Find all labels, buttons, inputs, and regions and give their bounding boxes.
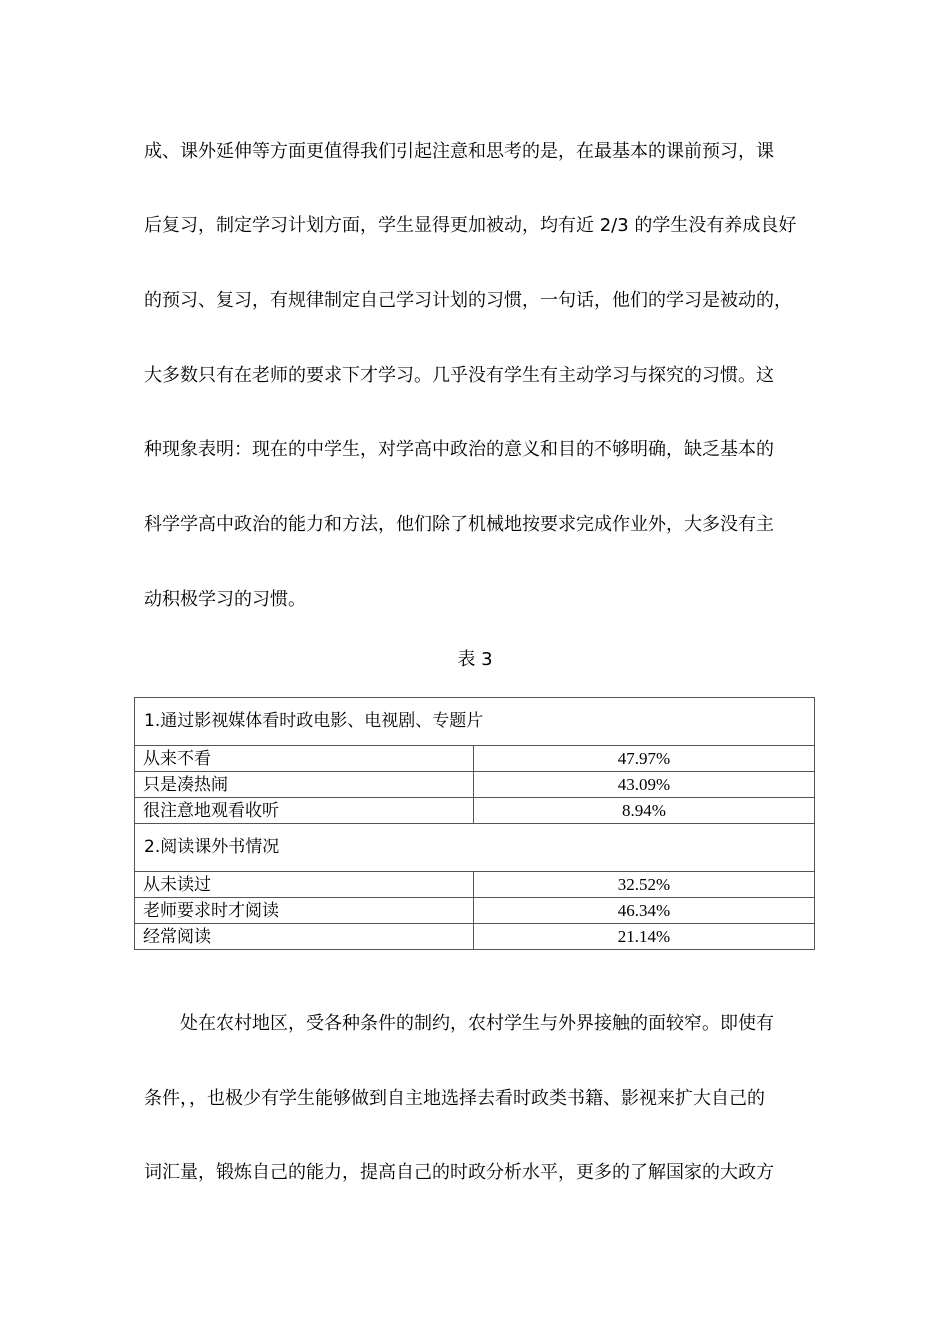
- paragraph-line: 动积极学习的习惯。: [144, 589, 306, 610]
- table-cell-value: 46.34%: [474, 898, 815, 924]
- table-cell-value: 32.52%: [474, 872, 815, 898]
- paragraph-line: 成、课外延伸等方面更值得我们引起注意和思考的是，在最基本的课前预习，课: [144, 141, 774, 162]
- table-cell-label: 很注意地观看收听: [135, 798, 474, 824]
- table-caption: 表 3: [457, 649, 493, 670]
- paragraph-line: 后复习，制定学习计划方面，学生显得更加被动，均有近 2/3 的学生没有养成良好: [144, 215, 797, 236]
- table-cell-value: 43.09%: [474, 772, 815, 798]
- paragraph-line: 处在农村地区，受各种条件的制约，农村学生与外界接触的面较窄。即使有: [180, 1013, 774, 1034]
- table-cell-label: 只是凑热闹: [135, 772, 474, 798]
- paragraph-line: 种现象表明：现在的中学生，对学高中政治的意义和目的不够明确，缺乏基本的: [144, 439, 774, 460]
- table-section-heading-row: [135, 824, 815, 872]
- paragraph-line: 词汇量，锻炼自己的能力，提高自己的时政分析水平，更多的了解国家的大政方: [144, 1162, 774, 1183]
- table-section-heading: 2.阅读课外书情况: [135, 824, 815, 872]
- table-cell-value: 8.94%: [474, 798, 815, 824]
- paragraph-line: 科学学高中政治的能力和方法，他们除了机械地按要求完成作业外，大多没有主: [144, 514, 774, 535]
- table-cell-label: 从未读过: [135, 872, 474, 898]
- paragraph-line: 的预习、复习，有规律制定自己学习计划的习惯，一句话，他们的学习是被动的，: [144, 290, 792, 311]
- table-cell-label: 经常阅读: [135, 924, 474, 950]
- table-cell-label: 老师要求时才阅读: [135, 898, 474, 924]
- table-cell-label: 从来不看: [135, 746, 474, 772]
- table-section-heading-row: [135, 698, 815, 746]
- table-section-heading: 1.通过影视媒体看时政电影、电视剧、专题片: [135, 698, 815, 746]
- table-row: [135, 898, 815, 924]
- table-row: [135, 924, 815, 950]
- survey-table: [134, 697, 815, 950]
- table-cell-value: 47.97%: [474, 746, 815, 772]
- table-row: [135, 746, 815, 772]
- paragraph-line: 条件，，也极少有学生能够做到自主地选择去看时政类书籍、影视来扩大自己的: [144, 1088, 765, 1109]
- table-cell-value: 21.14%: [474, 924, 815, 950]
- table-row: [135, 798, 815, 824]
- table-row: [135, 772, 815, 798]
- paragraph-line: 大多数只有在老师的要求下才学习。几乎没有学生有主动学习与探究的习惯。这: [144, 365, 774, 386]
- table-row: [135, 872, 815, 898]
